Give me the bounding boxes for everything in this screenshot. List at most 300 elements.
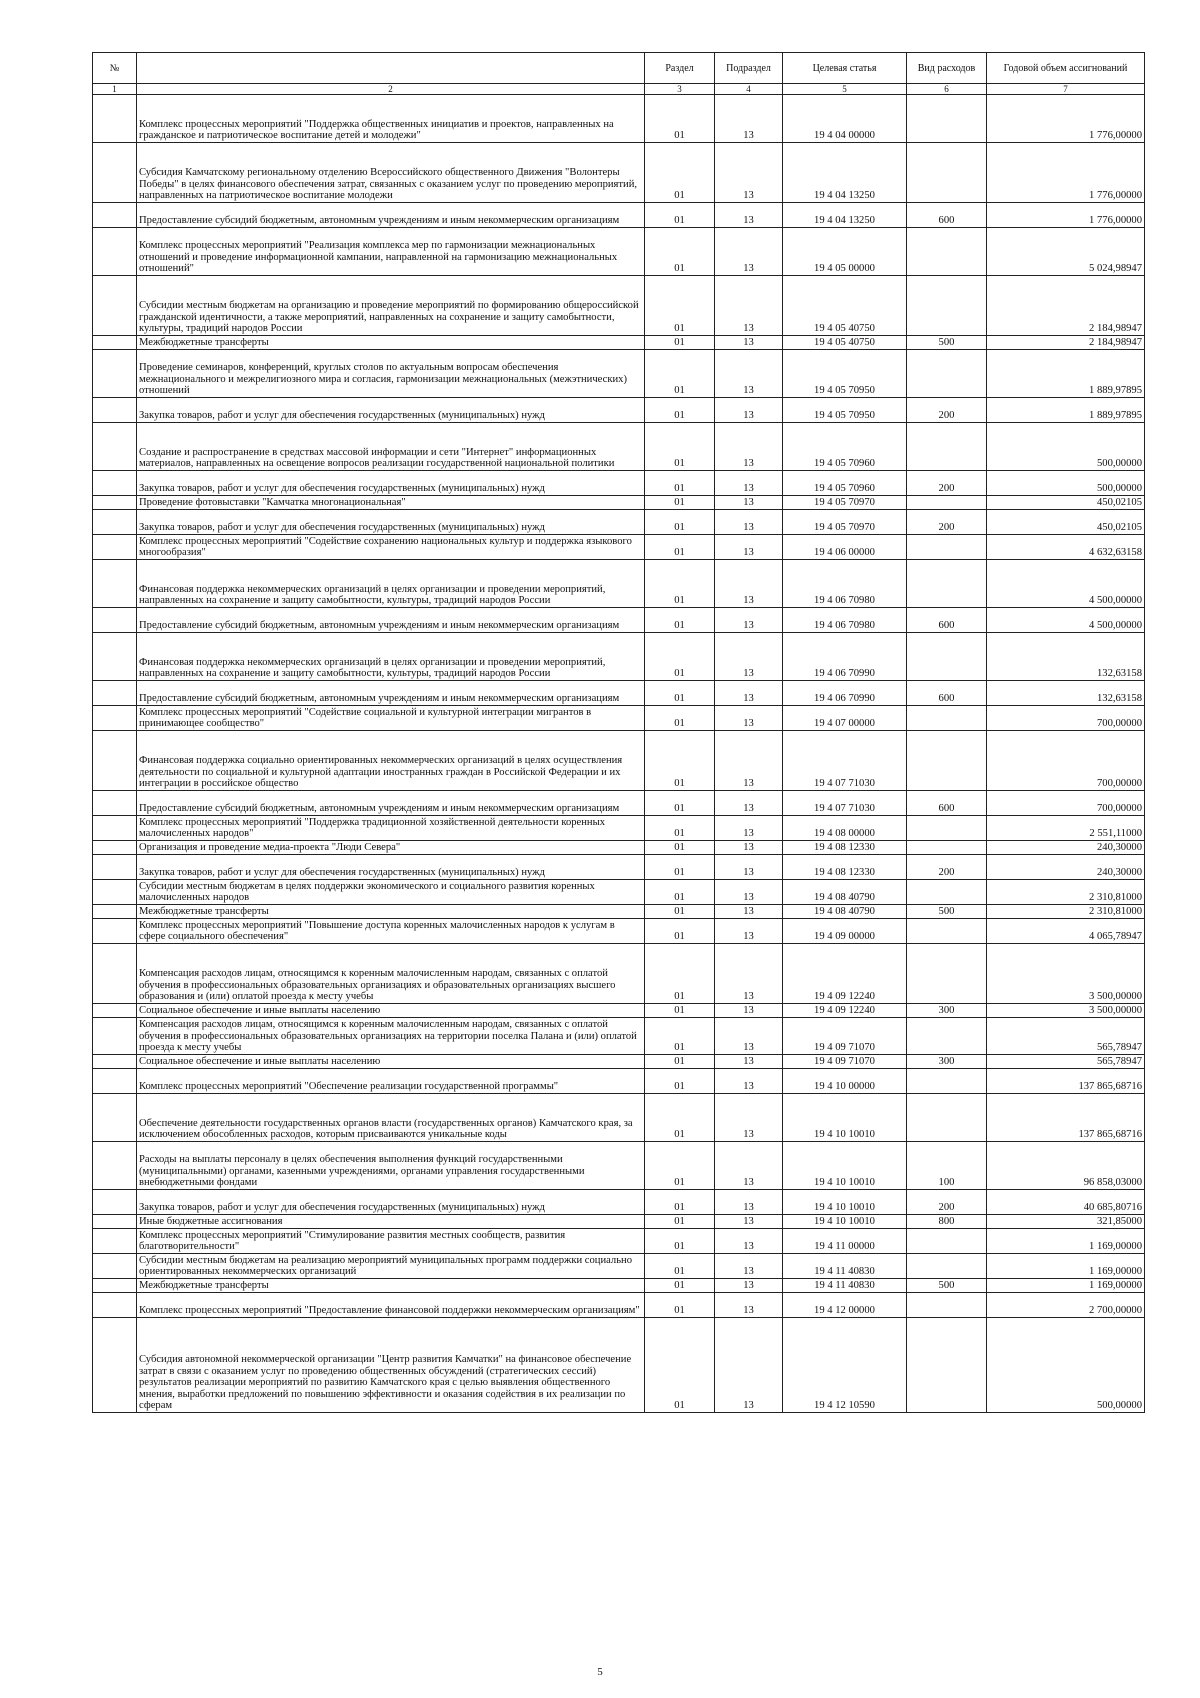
row-target-article-cell: 19 4 05 40750 <box>783 276 907 336</box>
row-razdel-cell: 01 <box>645 496 715 510</box>
row-target-article-cell: 19 4 05 70950 <box>783 398 907 423</box>
row-number-cell <box>93 496 137 510</box>
row-target-article-cell: 19 4 04 13250 <box>783 143 907 203</box>
row-target-article-cell: 19 4 09 00000 <box>783 919 907 944</box>
row-target-article-cell: 19 4 04 13250 <box>783 203 907 228</box>
row-podrazdel-cell: 13 <box>715 336 783 350</box>
row-podrazdel-cell: 13 <box>715 276 783 336</box>
row-name-cell: Комплекс процессных мероприятий "Предоставление финансовой поддержки некоммерческим организациям" <box>137 1293 645 1318</box>
table-row <box>93 423 1145 471</box>
table-row <box>93 496 1145 510</box>
row-expense-type-cell: 200 <box>907 510 987 535</box>
row-amount-cell: 2 310,81000 <box>987 905 1145 919</box>
row-razdel-cell: 01 <box>645 905 715 919</box>
row-razdel-cell: 01 <box>645 706 715 731</box>
row-podrazdel-cell: 13 <box>715 95 783 143</box>
row-amount-cell: 700,00000 <box>987 706 1145 731</box>
row-target-article-cell: 19 4 05 70970 <box>783 496 907 510</box>
row-name-cell: Организация и проведение медиа-проекта "Люди Севера" <box>137 841 645 855</box>
row-name-cell: Обеспечение деятельности государственных органов власти (государственных органов) Камчатского края, за исключением обособленных расходов, которым присваиваются уникальные коды <box>137 1094 645 1142</box>
row-number-cell <box>93 880 137 905</box>
row-podrazdel-cell: 13 <box>715 1279 783 1293</box>
row-razdel-cell: 01 <box>645 816 715 841</box>
row-podrazdel-cell: 13 <box>715 731 783 791</box>
row-number-cell <box>93 816 137 841</box>
row-razdel-cell: 01 <box>645 535 715 560</box>
header-annual-amount: Годовой объем ассигнований <box>987 53 1145 84</box>
row-razdel-cell: 01 <box>645 841 715 855</box>
row-expense-type-cell <box>907 95 987 143</box>
row-target-article-cell: 19 4 11 40830 <box>783 1254 907 1279</box>
table-row <box>93 1069 1145 1094</box>
table-row <box>93 471 1145 496</box>
table-row <box>93 228 1145 276</box>
row-podrazdel-cell: 13 <box>715 919 783 944</box>
row-podrazdel-cell: 13 <box>715 1190 783 1215</box>
row-podrazdel-cell: 13 <box>715 855 783 880</box>
row-razdel-cell: 01 <box>645 1279 715 1293</box>
row-podrazdel-cell: 13 <box>715 143 783 203</box>
row-target-article-cell: 19 4 10 10010 <box>783 1142 907 1190</box>
row-expense-type-cell: 300 <box>907 1055 987 1069</box>
table-row <box>93 560 1145 608</box>
row-number-cell <box>93 1254 137 1279</box>
row-name-cell: Субсидии местным бюджетам на реализацию мероприятий муниципальных программ поддержки социально ориентированных некоммерческих организаций <box>137 1254 645 1279</box>
row-razdel-cell: 01 <box>645 1004 715 1018</box>
table-row <box>93 276 1145 336</box>
row-target-article-cell: 19 4 09 12240 <box>783 1004 907 1018</box>
table-row <box>93 1318 1145 1413</box>
row-expense-type-cell <box>907 1069 987 1094</box>
row-target-article-cell: 19 4 06 00000 <box>783 535 907 560</box>
header-row <box>93 53 1145 84</box>
row-expense-type-cell <box>907 944 987 1004</box>
row-razdel-cell: 01 <box>645 350 715 398</box>
row-name-cell: Субсидия автономной некоммерческой организации "Центр развития Камчатки" на финансовое обеспечение затрат в связи с оказанием услуг по проведению общественных обсуждений (стратегических сессий) результатов реализации мероприятий по развитию Камчатского края с целью выявления общественного мнения, выработки предложений по повышению эффективности и оказания содействия в их реализации по сферам <box>137 1318 645 1413</box>
row-name-cell: Финансовая поддержка некоммерческих организаций в целях организации и проведении мероприятий, направленных на сохранение и защиту самобытности, культуры, традиций народов России <box>137 560 645 608</box>
table-row <box>93 633 1145 681</box>
row-expense-type-cell <box>907 560 987 608</box>
row-name-cell: Межбюджетные трансферты <box>137 336 645 350</box>
row-target-article-cell: 19 4 12 00000 <box>783 1293 907 1318</box>
row-podrazdel-cell: 13 <box>715 560 783 608</box>
row-expense-type-cell <box>907 731 987 791</box>
row-expense-type-cell <box>907 276 987 336</box>
row-name-cell: Комплекс процессных мероприятий "Стимулирование развития местных сообществ, развития благотворительности" <box>137 1229 645 1254</box>
row-amount-cell: 1 776,00000 <box>987 95 1145 143</box>
row-name-cell: Социальное обеспечение и иные выплаты населению <box>137 1004 645 1018</box>
row-razdel-cell: 01 <box>645 608 715 633</box>
row-expense-type-cell: 100 <box>907 1142 987 1190</box>
row-number-cell <box>93 398 137 423</box>
row-expense-type-cell <box>907 496 987 510</box>
row-name-cell: Закупка товаров, работ и услуг для обеспечения государственных (муниципальных) нужд <box>137 510 645 535</box>
row-expense-type-cell <box>907 1018 987 1055</box>
row-amount-cell: 132,63158 <box>987 681 1145 706</box>
row-razdel-cell: 01 <box>645 855 715 880</box>
row-razdel-cell: 01 <box>645 1215 715 1229</box>
row-expense-type-cell: 200 <box>907 398 987 423</box>
row-name-cell: Компенсация расходов лицам, относящимся к коренным малочисленным народам, связанных с оплатой обучения в профессиональных образовательных организациях на территории поселка Палана и (или) оплатой проезда к месту учебы <box>137 1018 645 1055</box>
row-amount-cell: 500,00000 <box>987 423 1145 471</box>
row-name-cell: Комплекс процессных мероприятий "Поддержка общественных инициатив и проектов, направленных на гражданское и патриотическое воспитание детей и молодежи" <box>137 95 645 143</box>
row-number-cell <box>93 276 137 336</box>
row-number-cell <box>93 423 137 471</box>
row-podrazdel-cell: 13 <box>715 1094 783 1142</box>
row-expense-type-cell: 300 <box>907 1004 987 1018</box>
row-amount-cell: 500,00000 <box>987 471 1145 496</box>
row-amount-cell: 1 889,97895 <box>987 398 1145 423</box>
row-podrazdel-cell: 13 <box>715 1069 783 1094</box>
row-name-cell: Комплекс процессных мероприятий "Содействие сохранению национальных культур и поддержка языкового многообразия" <box>137 535 645 560</box>
row-name-cell: Комплекс процессных мероприятий "Содействие социальной и культурной интеграции мигрантов в принимающее сообщество" <box>137 706 645 731</box>
row-expense-type-cell <box>907 1094 987 1142</box>
row-razdel-cell: 01 <box>645 95 715 143</box>
row-number-cell <box>93 791 137 816</box>
row-expense-type-cell: 800 <box>907 1215 987 1229</box>
row-number-cell <box>93 1215 137 1229</box>
row-number-cell <box>93 855 137 880</box>
row-amount-cell: 700,00000 <box>987 731 1145 791</box>
row-target-article-cell: 19 4 04 00000 <box>783 95 907 143</box>
row-number-cell <box>93 471 137 496</box>
row-podrazdel-cell: 13 <box>715 1318 783 1413</box>
row-name-cell: Предоставление субсидий бюджетным, автономным учреждениям и иным некоммерческим организациям <box>137 608 645 633</box>
table-row <box>93 1004 1145 1018</box>
row-razdel-cell: 01 <box>645 276 715 336</box>
row-podrazdel-cell: 13 <box>715 398 783 423</box>
row-razdel-cell: 01 <box>645 143 715 203</box>
table-row <box>93 816 1145 841</box>
table-body <box>93 95 1145 1413</box>
row-amount-cell: 500,00000 <box>987 1318 1145 1413</box>
row-amount-cell: 2 184,98947 <box>987 336 1145 350</box>
row-razdel-cell: 01 <box>645 510 715 535</box>
row-target-article-cell: 19 4 09 71070 <box>783 1055 907 1069</box>
table-row <box>93 535 1145 560</box>
row-expense-type-cell: 600 <box>907 203 987 228</box>
document-page <box>92 52 1144 1413</box>
table-row <box>93 1215 1145 1229</box>
row-podrazdel-cell: 13 <box>715 706 783 731</box>
row-podrazdel-cell: 13 <box>715 841 783 855</box>
row-name-cell: Закупка товаров, работ и услуг для обеспечения государственных (муниципальных) нужд <box>137 855 645 880</box>
row-expense-type-cell: 600 <box>907 681 987 706</box>
table-row <box>93 731 1145 791</box>
row-expense-type-cell <box>907 880 987 905</box>
row-podrazdel-cell: 13 <box>715 905 783 919</box>
row-razdel-cell: 01 <box>645 1254 715 1279</box>
header-number: 5 <box>783 84 907 95</box>
header-expense-type: Вид расходов <box>907 53 987 84</box>
row-podrazdel-cell: 13 <box>715 1215 783 1229</box>
row-name-cell: Предоставление субсидий бюджетным, автономным учреждениям и иным некоммерческим организациям <box>137 203 645 228</box>
row-podrazdel-cell: 13 <box>715 816 783 841</box>
table-row <box>93 143 1145 203</box>
row-amount-cell: 450,02105 <box>987 496 1145 510</box>
table-row <box>93 1229 1145 1254</box>
row-name-cell: Комплекс процессных мероприятий "Реализация комплекса мер по гармонизации межнациональных отношений и проведение информационной кампании, направленной на гармонизацию межнациональных отношений" <box>137 228 645 276</box>
row-amount-cell: 240,30000 <box>987 841 1145 855</box>
table-row <box>93 1190 1145 1215</box>
row-podrazdel-cell: 13 <box>715 1018 783 1055</box>
row-podrazdel-cell: 13 <box>715 608 783 633</box>
row-expense-type-cell: 500 <box>907 1279 987 1293</box>
row-name-cell: Предоставление субсидий бюджетным, автономным учреждениям и иным некоммерческим организациям <box>137 681 645 706</box>
row-razdel-cell: 01 <box>645 1318 715 1413</box>
row-target-article-cell: 19 4 12 10590 <box>783 1318 907 1413</box>
row-podrazdel-cell: 13 <box>715 1229 783 1254</box>
row-number-cell <box>93 336 137 350</box>
row-podrazdel-cell: 13 <box>715 633 783 681</box>
row-name-cell: Закупка товаров, работ и услуг для обеспечения государственных (муниципальных) нужд <box>137 398 645 423</box>
row-amount-cell: 2 700,00000 <box>987 1293 1145 1318</box>
row-target-article-cell: 19 4 10 10010 <box>783 1215 907 1229</box>
row-name-cell: Закупка товаров, работ и услуг для обеспечения государственных (муниципальных) нужд <box>137 471 645 496</box>
header-podrazdel: Подраздел <box>715 53 783 84</box>
row-target-article-cell: 19 4 08 12330 <box>783 855 907 880</box>
row-number-cell <box>93 681 137 706</box>
row-number-cell <box>93 1069 137 1094</box>
table-row <box>93 905 1145 919</box>
row-name-cell: Комплекс процессных мероприятий "Повышение доступа коренных малочисленных народов к услугам в сфере социального обеспечения" <box>137 919 645 944</box>
row-amount-cell: 4 632,63158 <box>987 535 1145 560</box>
row-number-cell <box>93 633 137 681</box>
table-row <box>93 336 1145 350</box>
row-amount-cell: 137 865,68716 <box>987 1069 1145 1094</box>
header-number: 2 <box>137 84 645 95</box>
row-podrazdel-cell: 13 <box>715 203 783 228</box>
table-row <box>93 706 1145 731</box>
row-number-cell <box>93 1055 137 1069</box>
row-number-cell <box>93 1229 137 1254</box>
header-number-row <box>93 84 1145 95</box>
row-name-cell: Комплекс процессных мероприятий "Обеспечение реализации государственной программы" <box>137 1069 645 1094</box>
row-name-cell: Субсидия Камчатскому региональному отделению Всероссийского общественного Движения "Волонтеры Победы" в целях финансового обеспечения затрат, связанных с оказанием услуг по проведению мероприятий, направленных на патриотическое воспитание молодежи <box>137 143 645 203</box>
row-number-cell <box>93 1190 137 1215</box>
table-row <box>93 350 1145 398</box>
table-row <box>93 855 1145 880</box>
row-target-article-cell: 19 4 10 10010 <box>783 1094 907 1142</box>
row-razdel-cell: 01 <box>645 1055 715 1069</box>
row-expense-type-cell: 600 <box>907 608 987 633</box>
table-row <box>93 841 1145 855</box>
row-target-article-cell: 19 4 06 70990 <box>783 633 907 681</box>
row-amount-cell: 1 169,00000 <box>987 1279 1145 1293</box>
row-razdel-cell: 01 <box>645 1190 715 1215</box>
row-podrazdel-cell: 13 <box>715 880 783 905</box>
row-number-cell <box>93 1293 137 1318</box>
row-expense-type-cell: 200 <box>907 855 987 880</box>
row-number-cell <box>93 608 137 633</box>
row-amount-cell: 137 865,68716 <box>987 1094 1145 1142</box>
row-number-cell <box>93 944 137 1004</box>
row-podrazdel-cell: 13 <box>715 944 783 1004</box>
row-number-cell <box>93 1279 137 1293</box>
row-target-article-cell: 19 4 09 71070 <box>783 1018 907 1055</box>
row-number-cell <box>93 1318 137 1413</box>
row-expense-type-cell <box>907 1254 987 1279</box>
row-amount-cell: 450,02105 <box>987 510 1145 535</box>
row-name-cell: Финансовая поддержка социально ориентированных некоммерческих организаций в целях осуществления деятельности по социальной и культурной адаптации иностранных граждан в Российской Федерации и их интеграции в российское общество <box>137 731 645 791</box>
table-row <box>93 1279 1145 1293</box>
header-target-article: Целевая статья <box>783 53 907 84</box>
row-razdel-cell: 01 <box>645 791 715 816</box>
row-amount-cell: 240,30000 <box>987 855 1145 880</box>
row-target-article-cell: 19 4 10 10010 <box>783 1190 907 1215</box>
row-number-cell <box>93 706 137 731</box>
row-amount-cell: 2 310,81000 <box>987 880 1145 905</box>
budget-table <box>92 52 1145 1413</box>
row-amount-cell: 4 065,78947 <box>987 919 1145 944</box>
row-target-article-cell: 19 4 08 40790 <box>783 880 907 905</box>
row-podrazdel-cell: 13 <box>715 496 783 510</box>
table-row <box>93 919 1145 944</box>
row-name-cell: Иные бюджетные ассигнования <box>137 1215 645 1229</box>
table-row <box>93 1142 1145 1190</box>
table-row <box>93 398 1145 423</box>
row-target-article-cell: 19 4 05 70960 <box>783 423 907 471</box>
table-row <box>93 1094 1145 1142</box>
row-target-article-cell: 19 4 10 00000 <box>783 1069 907 1094</box>
row-podrazdel-cell: 13 <box>715 681 783 706</box>
row-razdel-cell: 01 <box>645 336 715 350</box>
row-number-cell <box>93 143 137 203</box>
row-number-cell <box>93 841 137 855</box>
row-amount-cell: 1 169,00000 <box>987 1254 1145 1279</box>
row-amount-cell: 1 889,97895 <box>987 350 1145 398</box>
row-expense-type-cell <box>907 1229 987 1254</box>
row-razdel-cell: 01 <box>645 880 715 905</box>
row-number-cell <box>93 731 137 791</box>
row-podrazdel-cell: 13 <box>715 1254 783 1279</box>
row-amount-cell: 3 500,00000 <box>987 944 1145 1004</box>
row-podrazdel-cell: 13 <box>715 1293 783 1318</box>
row-amount-cell: 4 500,00000 <box>987 608 1145 633</box>
table-row <box>93 510 1145 535</box>
table-row <box>93 681 1145 706</box>
row-expense-type-cell <box>907 423 987 471</box>
row-name-cell: Комплекс процессных мероприятий "Поддержка традиционной хозяйственной деятельности коренных малочисленных народов" <box>137 816 645 841</box>
row-razdel-cell: 01 <box>645 423 715 471</box>
row-target-article-cell: 19 4 05 40750 <box>783 336 907 350</box>
row-expense-type-cell <box>907 706 987 731</box>
row-razdel-cell: 01 <box>645 731 715 791</box>
row-target-article-cell: 19 4 07 71030 <box>783 731 907 791</box>
row-expense-type-cell: 500 <box>907 905 987 919</box>
table-row <box>93 95 1145 143</box>
row-razdel-cell: 01 <box>645 681 715 706</box>
row-target-article-cell: 19 4 07 71030 <box>783 791 907 816</box>
row-name-cell: Проведение фотовыставки "Камчатка многонациональная" <box>137 496 645 510</box>
row-amount-cell: 5 024,98947 <box>987 228 1145 276</box>
row-target-article-cell: 19 4 05 00000 <box>783 228 907 276</box>
row-target-article-cell: 19 4 05 70960 <box>783 471 907 496</box>
header-number: 3 <box>645 84 715 95</box>
row-number-cell <box>93 1018 137 1055</box>
row-target-article-cell: 19 4 05 70950 <box>783 350 907 398</box>
table-row <box>93 608 1145 633</box>
row-number-cell <box>93 535 137 560</box>
row-amount-cell: 3 500,00000 <box>987 1004 1145 1018</box>
row-number-cell <box>93 905 137 919</box>
row-amount-cell: 321,85000 <box>987 1215 1145 1229</box>
row-amount-cell: 96 858,03000 <box>987 1142 1145 1190</box>
row-amount-cell: 565,78947 <box>987 1055 1145 1069</box>
row-podrazdel-cell: 13 <box>715 228 783 276</box>
row-name-cell: Компенсация расходов лицам, относящимся к коренным малочисленным народам, связанных с оплатой обучения в профессиональных образовательных организациях и образовательных организациях высшего образования и (или) оплатой проезда к месту учебы <box>137 944 645 1004</box>
row-podrazdel-cell: 13 <box>715 1004 783 1018</box>
row-number-cell <box>93 228 137 276</box>
row-name-cell: Проведение семинаров, конференций, круглых столов по актуальным вопросам обеспечения межнационального и межрелигиозного мира и согласия, гармонизации межнациональных (межэтнических) отношений <box>137 350 645 398</box>
table-row <box>93 791 1145 816</box>
row-number-cell <box>93 510 137 535</box>
row-name-cell: Создание и распространение в средствах массовой информации и сети "Интернет" информационных материалов, направленных на освещение вопросов реализации государственной национальной политики <box>137 423 645 471</box>
row-expense-type-cell <box>907 919 987 944</box>
row-amount-cell: 1 776,00000 <box>987 143 1145 203</box>
row-target-article-cell: 19 4 09 12240 <box>783 944 907 1004</box>
row-razdel-cell: 01 <box>645 228 715 276</box>
row-podrazdel-cell: 13 <box>715 1142 783 1190</box>
row-podrazdel-cell: 13 <box>715 471 783 496</box>
row-number-cell <box>93 560 137 608</box>
row-expense-type-cell <box>907 143 987 203</box>
row-name-cell: Субсидии местным бюджетам на организацию и проведение мероприятий по формированию общероссийской гражданской идентичности, а также мероприятий, направленных на сохранение и защиту самобытности, культуры, традиций народов России <box>137 276 645 336</box>
table-row <box>93 203 1145 228</box>
row-amount-cell: 132,63158 <box>987 633 1145 681</box>
row-target-article-cell: 19 4 08 12330 <box>783 841 907 855</box>
header-name <box>137 53 645 84</box>
row-razdel-cell: 01 <box>645 633 715 681</box>
header-number: 4 <box>715 84 783 95</box>
row-name-cell: Межбюджетные трансферты <box>137 905 645 919</box>
row-name-cell: Закупка товаров, работ и услуг для обеспечения государственных (муниципальных) нужд <box>137 1190 645 1215</box>
row-number-cell <box>93 350 137 398</box>
row-amount-cell: 1 169,00000 <box>987 1229 1145 1254</box>
row-podrazdel-cell: 13 <box>715 535 783 560</box>
row-target-article-cell: 19 4 06 70990 <box>783 681 907 706</box>
row-razdel-cell: 01 <box>645 1069 715 1094</box>
row-target-article-cell: 19 4 05 70970 <box>783 510 907 535</box>
row-expense-type-cell <box>907 1318 987 1413</box>
row-target-article-cell: 19 4 08 40790 <box>783 905 907 919</box>
row-expense-type-cell <box>907 633 987 681</box>
row-amount-cell: 4 500,00000 <box>987 560 1145 608</box>
table-row <box>93 944 1145 1004</box>
table-row <box>93 1018 1145 1055</box>
header-number: 7 <box>987 84 1145 95</box>
row-target-article-cell: 19 4 11 00000 <box>783 1229 907 1254</box>
row-target-article-cell: 19 4 06 70980 <box>783 560 907 608</box>
row-target-article-cell: 19 4 11 40830 <box>783 1279 907 1293</box>
row-name-cell: Субсидии местным бюджетам в целях поддержки экономического и социального развития коренных малочисленных народов <box>137 880 645 905</box>
row-target-article-cell: 19 4 08 00000 <box>783 816 907 841</box>
row-number-cell <box>93 203 137 228</box>
row-razdel-cell: 01 <box>645 1142 715 1190</box>
row-expense-type-cell <box>907 228 987 276</box>
row-number-cell <box>93 919 137 944</box>
row-amount-cell: 2 184,98947 <box>987 276 1145 336</box>
row-number-cell <box>93 1142 137 1190</box>
row-razdel-cell: 01 <box>645 1229 715 1254</box>
header-number: 6 <box>907 84 987 95</box>
row-razdel-cell: 01 <box>645 203 715 228</box>
row-expense-type-cell: 600 <box>907 791 987 816</box>
table-row <box>93 880 1145 905</box>
row-razdel-cell: 01 <box>645 1094 715 1142</box>
row-expense-type-cell <box>907 350 987 398</box>
row-target-article-cell: 19 4 07 00000 <box>783 706 907 731</box>
